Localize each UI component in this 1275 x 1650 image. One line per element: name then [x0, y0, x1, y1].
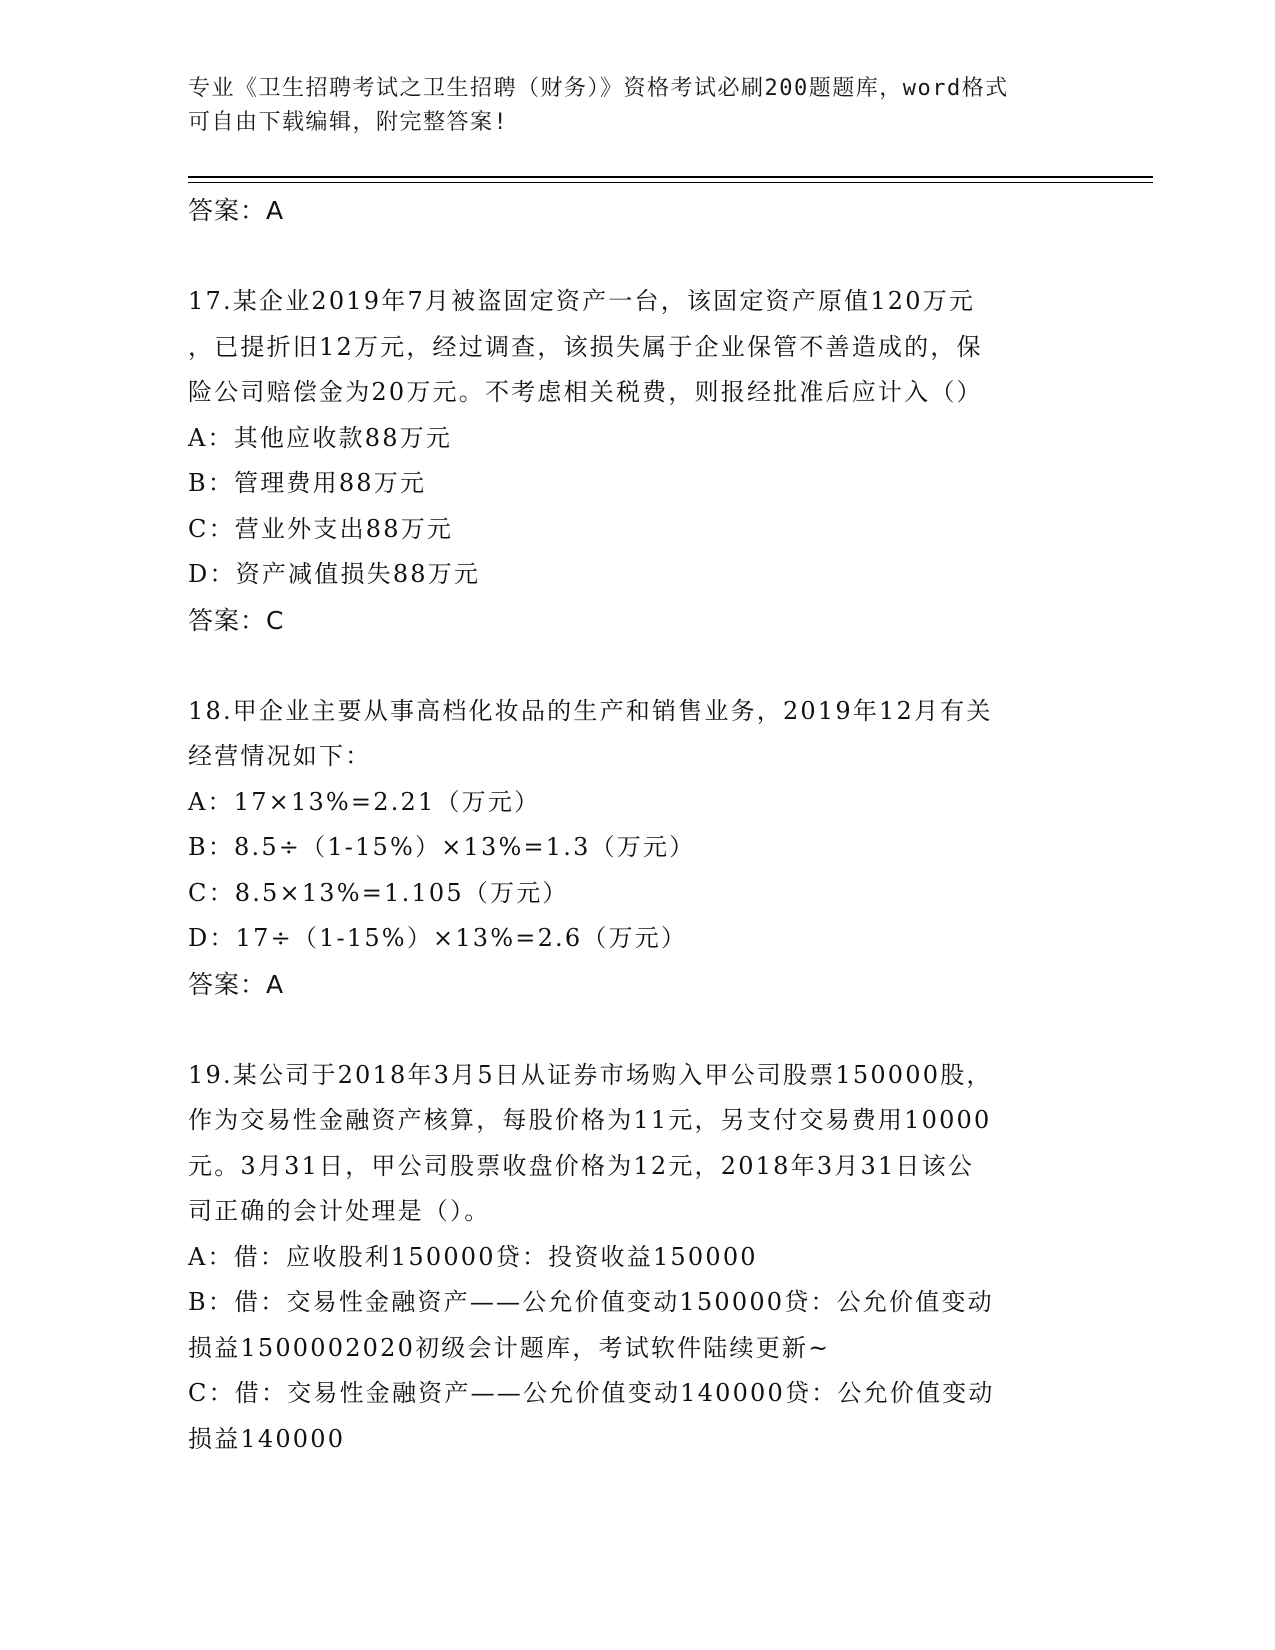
- question-text-line: 险公司赔偿金为20万元。不考虑相关税费，则报经批准后应计入（）: [188, 378, 983, 406]
- header-divider-thick: [188, 176, 1153, 178]
- question-text-line: 司正确的会计处理是（）。: [188, 1197, 491, 1225]
- previous-answer: 答案：A: [188, 196, 285, 225]
- spacer: [188, 234, 1088, 280]
- option-a: A：其他应收款88万元: [188, 423, 453, 452]
- spacer: [188, 643, 1088, 689]
- option-a: A：借：应收股利150000贷：投资收益150000: [188, 1242, 758, 1271]
- option-c-continued: 损益140000: [188, 1424, 346, 1453]
- option-b: B：8.5÷（1-15%）×13%=1.3（万元）: [188, 833, 696, 861]
- document-body: [188, 188, 1088, 1462]
- question-text-line: 17.某企业2019年7月被盗固定资产一台，该固定资产原值120万元: [188, 287, 976, 315]
- header-line-2: 可自由下载编辑，附完整答案!: [188, 110, 509, 135]
- option-d: D：17÷（1-15%）×13%=2.6（万元）: [188, 924, 688, 952]
- spacer: [188, 1007, 1088, 1053]
- question-17: [188, 279, 1088, 643]
- answer-label: 答案：A: [188, 969, 285, 999]
- option-c: C：8.5×13%=1.105（万元）: [188, 878, 569, 907]
- question-text-line: 19.某公司于2018年3月5日从证券市场购入甲公司股票150000股，: [188, 1060, 993, 1089]
- option-a: A：17×13%=2.21（万元）: [188, 787, 541, 816]
- question-text-line: 经营情况如下：: [188, 742, 372, 770]
- option-b: B：管理费用88万元: [188, 469, 427, 497]
- question-18: [188, 689, 1088, 1008]
- document-header: [188, 72, 1088, 140]
- option-b-continued: 损益1500002020初级会计题库，考试软件陆续更新~: [188, 1333, 831, 1362]
- question-text-line: 作为交易性金融资产核算，每股价格为11元，另支付交易费用10000: [188, 1106, 992, 1134]
- header-divider-thin: [188, 182, 1153, 183]
- option-d: D：资产减值损失88万元: [188, 560, 481, 588]
- question-text-line: ，已提折旧12万元，经过调查，该损失属于企业保管不善造成的，保: [188, 332, 983, 361]
- question-19: [188, 1053, 1088, 1463]
- question-text-line: 元。3月31日，甲公司股票收盘价格为12元，2018年3月31日该公: [188, 1151, 975, 1180]
- question-text-line: 18.甲企业主要从事高档化妆品的生产和销售业务，2019年12月有关: [188, 696, 993, 725]
- option-c: C：营业外支出88万元: [188, 514, 454, 543]
- header-line-1: 专业《卫生招聘考试之卫生招聘（财务）》资格考试必刷200题题库，word格式: [188, 76, 1009, 101]
- option-c: C：借：交易性金融资产——公允价值变动140000贷：公允价值变动: [188, 1379, 995, 1407]
- answer-label: 答案：C: [188, 605, 285, 635]
- option-b: B：借：交易性金融资产——公允价值变动150000贷：公允价值变动: [188, 1288, 994, 1316]
